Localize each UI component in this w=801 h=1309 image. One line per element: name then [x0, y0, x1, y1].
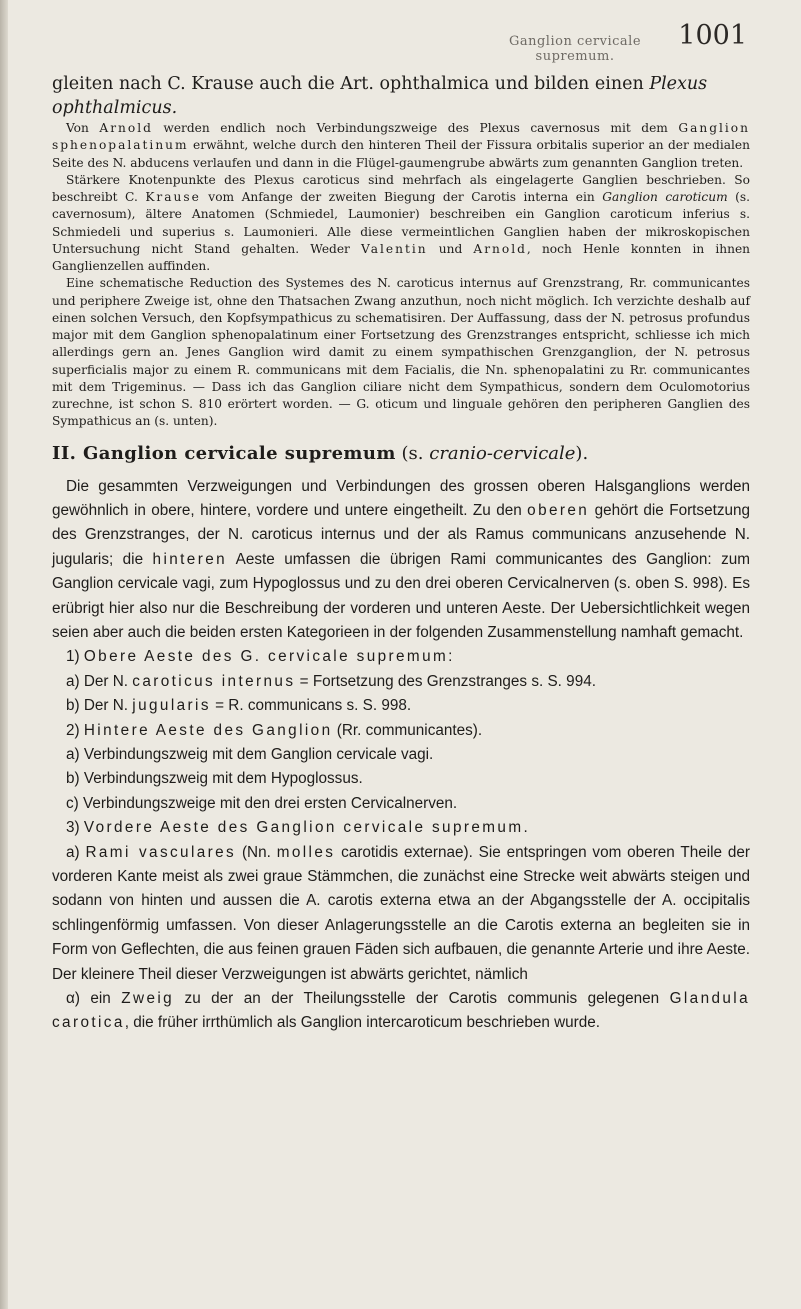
text-run: , die früher irrthümlich als Ganglion intercaroticum beschrieben wurde.: [124, 1014, 601, 1032]
text-block: [52, 72, 750, 1036]
text-run: werden endlich noch Verbindungszweige des Plexus cavernosus mit dem: [152, 121, 679, 135]
section-italic: cranio-cervicale: [429, 442, 576, 464]
small-paragraph-2: [52, 172, 750, 276]
emph-term: Glandula carotica: [52, 990, 750, 1032]
italic-term: Ganglion caroticum: [602, 190, 728, 204]
item-title: Obere Aeste des G. cervicale supremum:: [83, 648, 455, 666]
text-run: (Nn.: [236, 843, 277, 861]
section-paren: ).: [575, 442, 589, 464]
emph-term: Rami vasculares: [85, 843, 237, 861]
list-item-2: [52, 719, 750, 743]
section-label: II. Ganglion cervicale supremum: [52, 442, 396, 464]
list-item-3a: [52, 841, 750, 987]
text-run: a) Der N.: [66, 672, 133, 690]
item-number: 3): [66, 819, 84, 837]
emph-term: oberen: [527, 501, 590, 519]
text-run: (Rr. communicantes).: [332, 721, 483, 739]
binding-edge: [0, 0, 8, 1309]
author-name: Valentin: [361, 241, 428, 256]
list-item-alpha: [52, 987, 750, 1036]
intro-italic-term: Plexus ophthalmicus.: [52, 74, 708, 118]
text-run: (s. cavernosum), ältere Anatomen (Schmiedel, Laumonier) beschreiben ein Ganglion caroticum inferius s. Schmiedeli und superius s. Laumonieri. Alle diese vermeintlichen Ganglien haben der mikroskopischen Untersuchung nicht Stand gehalten. Weder: [52, 190, 751, 256]
list-item-3: [52, 816, 750, 840]
list-item-2a: a) Verbindungszweig mit dem Ganglion cervicale vagi.: [66, 745, 434, 763]
text-run: Die gesammten Verzweigungen und Verbindungen des grossen oberen Halsganglions werden gewöhnlich in obere, hintere, vordere und untere eingetheilt. Zu den: [52, 477, 750, 519]
text-run: Von: [66, 121, 100, 135]
body-paragraph-1: [52, 475, 750, 646]
author-name: Arnold: [99, 121, 153, 135]
item-number: 2): [66, 721, 84, 739]
section-heading: [52, 443, 750, 464]
section-paren: (s.: [395, 442, 430, 464]
item-title: Vordere Aeste des Ganglion cervicale supremum.: [83, 819, 531, 837]
emph-term: jugularis: [132, 697, 211, 715]
list-item-2c: c) Verbindungszweige mit den drei ersten Cervicalnerven.: [66, 794, 458, 812]
emph-term: caroticus internus: [132, 672, 296, 690]
item-number: 1): [66, 648, 84, 666]
text-run: , noch Henle konnten in ihnen Ganglienzellen auffinden.: [52, 241, 751, 273]
item-title: Hintere Aeste des Ganglion: [83, 721, 333, 739]
ganglion-term: Ganglion sphenopalatinum: [52, 121, 750, 153]
text-run: und: [427, 241, 474, 256]
list-item-1: [52, 645, 750, 669]
intro-text: gleiten nach C. Krause auch die Art. ophthalmica und bilden einen: [52, 74, 650, 94]
list-item-2b: b) Verbindungszweig mit dem Hypoglossus.: [66, 770, 363, 788]
emph-term: molles: [276, 843, 336, 861]
emph-term: hinteren: [152, 550, 228, 568]
text-run: gehört die Fortsetzung des Grenzstranges, der N. caroticus internus und der als Ramus communicans anzusehende N. jugularis; die: [52, 501, 751, 568]
text-run: zu der an der Theilungsstelle der Carotis communis gelegenen: [174, 990, 670, 1008]
list-item-1a: [52, 670, 750, 694]
small-paragraph-1: [52, 120, 750, 172]
list-item-1b: [52, 694, 750, 718]
author-name: Arnold: [473, 241, 527, 256]
small-paragraph-3: Eine schematische Reduction des Systemes des N. caroticus internus auf Grenzstrang, Rr. communicantes und periphere Zweige ist, ohne den Thatsachen Zwang anzuthun, noch nicht möglich. Ich verzichte deshalb auf einen solchen Versuch, den Kopfsympathicus zu schematisiren. Der Auffassung, dass der N. petrosus profundus major mit dem Ganglion sphenopalatinum einer Fortsetzung des Grenzstranges entspricht, schliesse ich mich allerdings gern an. Jenes Ganglion wird damit zu einem sympathischen Grenzganglion, der N. petrosus superficialis major zu einem R. communicans mit dem Facialis, die Nn. sphenopalatini zu Rr. communicantes mit dem Trigeminus. — Dass ich das Ganglion ciliare nicht dem Sympathicus, sondern dem Oculomotorius zurechne, ist schon S. 810 erörtert worden. — G. oticum und linguale gehören den peripheren Ganglien des Sympathicus an (s. unten).: [52, 276, 750, 429]
text-run: erwähnt, welche durch den hinteren Theil der Fissura orbitalis superior an der medialen Seite des N. abducens verlaufen und dann in die Flügel-gaumengrube abwärts zum genannten Ganglion treten.: [52, 138, 750, 170]
running-head: Ganglion cervicale supremum.: [508, 34, 642, 64]
text-run: Stärkere Knotenpunkte des Plexus caroticus sind mehrfach als eingelagerte Ganglien beschrieben. So beschreibt C.: [52, 172, 750, 204]
text-run: vom Anfange der zweiten Biegung der Carotis interna ein: [200, 190, 603, 204]
page-number: 1001: [678, 20, 747, 51]
text-run: Aeste umfassen die übrigen Rami communicantes des Ganglion: zum Ganglion cervicale vagi, zum Hypoglossus und zu den drei oberen Cervicalnerven (s. oben S. 998). Es erübrigt hier also nur die Beschreibung der vorderen und unteren Aeste. Der Uebersichtlichkeit wegen seien aber auch die beiden ersten Kategorieen in der folgenden Zusammenstellung namhaft gemacht.: [52, 550, 750, 641]
emph-term: Zweig: [121, 990, 175, 1008]
text-run: = R. communicans s. S. 998.: [210, 697, 412, 715]
text-run: α) ein: [66, 990, 122, 1008]
intro-paragraph: [52, 72, 750, 120]
text-run: = Fortsetzung des Grenzstranges s. S. 994.: [295, 672, 596, 690]
text-run: b) Der N.: [66, 697, 133, 715]
text-run: carotidis externae). Sie entspringen vom oberen Theile der vorderen Kante meist als zwei graue Stämmchen, die zunächst eine Strecke weit abwärts steigen und sodann von hinten und aussen die A. carotis externa etwa an der Abgangsstelle der A. occipitalis schlingenförmig umfassen. Von dieser Anlagerungsstelle an die Carotis externa an begleiten sie in Form von Geflechten, die aus feinen grauen Fäden sich aufbauen, die genannte Arterie und ihre Aeste. Der kleinere Theil dieser Verzweigungen ist abwärts gerichtet, nämlich: [52, 843, 750, 983]
author-name: Krause: [145, 190, 201, 204]
text-run: a): [66, 843, 86, 861]
